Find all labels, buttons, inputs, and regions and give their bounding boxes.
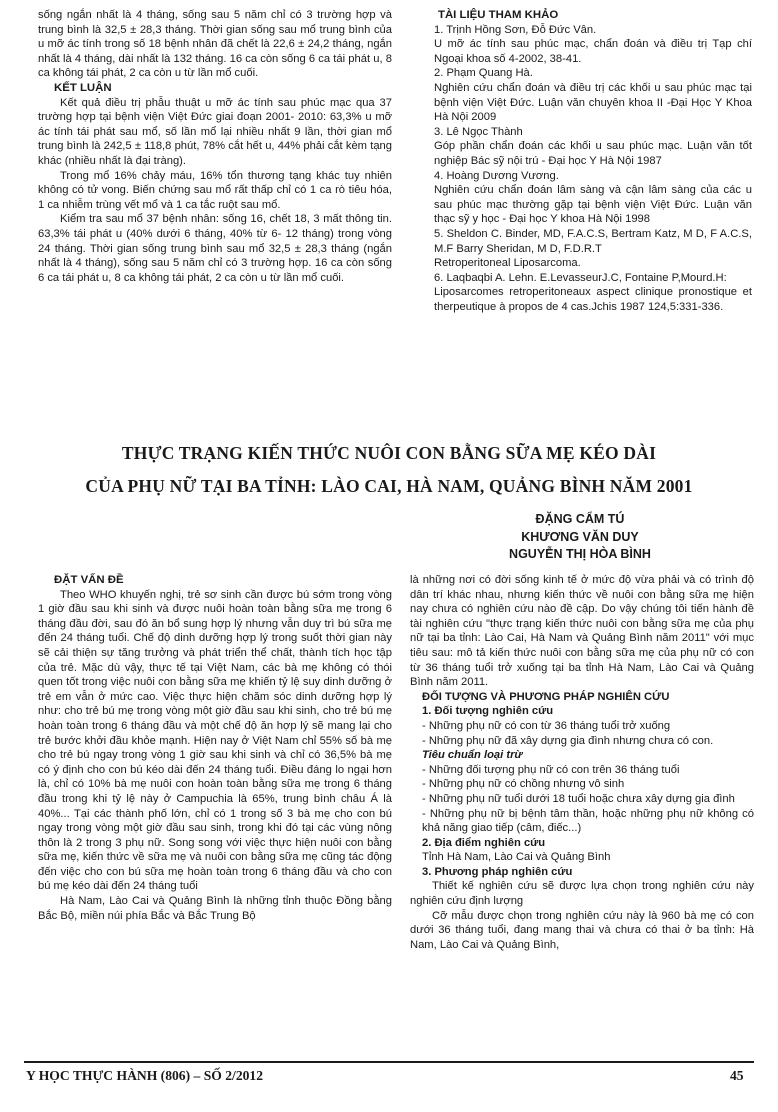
paragraph: Trong mổ 16% chảy máu, 16% tổn thương tạng khác tuy nhiên không có tử vong. Biến chứng sau mổ rất thấp chỉ có 1 ca rò tiêu hóa, 1 ca nhiễm trùng vết mổ và 1 ca tắc ruột sau mổ.: [38, 169, 392, 211]
author: KHƯƠNG VĂN DUY: [521, 529, 639, 544]
footer-rule: [24, 1061, 754, 1063]
article-title-line-2: CỦA PHỤ NỮ TẠI BA TỈNH: LÀO CAI, HÀ NAM, QUẢNG BÌNH NĂM 2001: [85, 476, 693, 496]
paragraph: Cỡ mẫu được chọn trong nghiên cứu này là 960 bà mẹ có con dưới 36 tháng tuổi, đang mang thai và chưa có thai ở ba tỉnh: Hà Nam, Lào Cai và Quảng Bình,: [410, 909, 754, 951]
reference-entry: 1. Trịnh Hồng Sơn, Đỗ Đức Vân.: [434, 23, 597, 36]
list-item: - Những phụ nữ tuổi dưới 18 tuổi hoặc chưa xây dựng gia đình: [422, 792, 735, 805]
article-title-line-1: THỰC TRẠNG KIẾN THỨC NUÔI CON BẰNG SỮA MẸ KÉO DÀI: [121, 443, 657, 463]
reference-entry: Nghiên cứu chẩn đoán lâm sàng và cận lâm sàng của các u sau phúc mạc thường gặp tại bệnh viện Việt Đức. Luận văn thạc sỹ y học - Đại học Y khoa Hà Nội 1998: [434, 184, 752, 226]
paragraph: Kết quả điều trị phẫu thuật u mỡ ác tính sau phúc mạc qua 37 trường hợp tại bệnh viện Việt Đức giai đoạn 2001- 2010: 63,3% u mỡ ác tính tái phát sau mổ, số lần mổ lại nhiều nhất 9 lần, thời gian mổ trung bình là 242,5 ± 118,8 phút, 78% cắt hết u, 44% phải cắt kèm tạng khác (nhiều nhất là đại tràng).: [38, 96, 392, 167]
paragraph: Thiết kế nghiên cứu sẽ được lựa chọn trong nghiên cứu này nghiên cứu định lượng: [410, 880, 754, 908]
subheading-method: 3. Phương pháp nghiên cứu: [422, 865, 573, 878]
subheading-location: 2. Địa điểm nghiên cứu: [422, 836, 546, 849]
paragraph: sống ngắn nhất là 4 tháng, sống sau 5 năm chỉ có 3 trường hợp và trung bình là 32,5 ± 28,3 tháng. Thời gian sống sau mổ trung bình của u mỡ ác tính trong số 18 bệnh nhân đã chết là 22,6 ± 24,2 tháng, ngắn nhất là 4 tháng, dài nhất là 132 tháng. 16 ca còn sống 6 ca tái phát u, 8 ca không tái phát, 2 ca còn u từ lần mổ cuối.: [38, 9, 392, 80]
reference-entry: Liposarcomes retroperitoneaux aspect clinique pronostique et therpeutique à propos de 4 cas.Jchis 1987 124,5:331-336.: [434, 286, 752, 313]
references: [422, 8, 752, 314]
list-item: - Những phụ nữ bị bệnh tâm thần, hoặc những phụ nữ không có khả năng giao tiếp (câm, điếc...): [422, 807, 754, 835]
paragraph: Kiểm tra sau mổ 37 bệnh nhân: sống 16, chết 18, 3 mất thông tin. 63,3% tái phát u (40% dưới 6 tháng, 40% từ 6- 12 tháng) trong vòng 24 tháng. Thời gian sống trung bình sau mổ 32,5 ± 28,3 tháng (ngắn nhất là 4 tháng), sống sau 5 năm chỉ có 3 trường hợp. 16 ca còn sống 6 ca tái phát u, 8 ca không tái phát, 2 ca còn u từ lần mổ cuối.: [38, 213, 392, 284]
paragraph: Tỉnh Hà Nam, Lào Cai và Quảng Bình: [422, 851, 611, 864]
authors: [460, 511, 700, 564]
paragraph: Theo WHO khuyến nghị, trẻ sơ sinh cần được bú sớm trong vòng 1 giờ đầu sau khi sinh và được nuôi hoàn toàn bằng sữa mẹ trong 6 tháng đầu đời, sau đó ăn bổ sung hợp lý nhưng vẫn duy trì bú sữa mẹ đến 24 tháng tuổi. Chế độ dinh dưỡng hợp lý trong suốt thời gian này sẽ cải thiện sự tăng trưởng và phát triển thể chất, thành tích học tập của trẻ. Mặc dù vậy, thực tế tại Việt Nam, các bà mẹ không có thói quen tốt trong việc nuôi con bằng sữa mẹ khiến tỷ lệ suy dinh dưỡng ở trẻ em vẫn ở mức cao. Việc thực hiện chăm sóc dinh dưỡng hợp lý như: cho trẻ bú mẹ trong vòng một giờ đầu sau khi sinh, cho trẻ bú mẹ hoàn toàn trong 6 tháng đầu và một chế độ ăn hợp lý sẽ mang lại cho trẻ bước khởi đầu khỏe mạnh. Hiện nay ở Việt Nam chỉ 55% số bà mẹ cho trẻ bú ngay trong vòng 1 giờ sau khi sinh và chỉ có 36,5% bà mẹ có ý định cho con bú kéo dài đến 24 tháng tuổi. Điều đáng lo ngại hơn là, chỉ có 10% bà mẹ nuôi con hoàn toàn bằng sữa mẹ trong 6 tháng đầu trong khi tỷ lệ này ở Campuchia là 65%, trung bình châu Á là 40%... Tại các thành phố lớn, chỉ có 1 trong số 3 bà mẹ cho con bú ngay trong vòng một giờ đầu sau sinh, trong khi đó tại các vùng nông thôn là 2 trong 3 phụ nữ. Song song với việc thực hiện nuôi con bằng sữa mẹ, kiến thức về sữa mẹ và nuôi con bằng sữa mẹ cũng tác động đến việc cho con bú sữa mẹ hoàn toàn trong 6 tháng đầu và cho con bú mẹ kéo dài đến 24 tháng tuổi: [38, 588, 392, 893]
reference-entry: U mỡ ác tính sau phúc mạc, chẩn đoán và điều trị Tạp chí Ngoại khoa số 4-2002, 38-41.: [434, 38, 752, 65]
section-heading-conclusion: KẾT LUẬN: [54, 81, 112, 94]
reference-entry: 3. Lê Ngọc Thành: [434, 125, 523, 138]
reference-entry: 5. Sheldon C. Binder, MD, F.A.C.S, Bertram Katz, M D, F A.C.S, M.F Barry Sheridan, M D, F.D.R.T: [434, 227, 752, 255]
subheading-exclusion: Tiêu chuẩn loại trừ: [422, 749, 523, 762]
column-top-left: [38, 8, 392, 285]
section-heading-methods: ĐỐI TƯỢNG VÀ PHƯƠNG PHÁP NGHIÊN CỨU: [422, 690, 670, 703]
column-bottom-right: [410, 573, 754, 952]
list-item: - Những phụ nữ có con từ 36 tháng tuổi trở xuống: [422, 719, 671, 732]
list-item: - Những phụ nữ đã xây dựng gia đình nhưng chưa có con.: [422, 734, 714, 747]
paragraph: là những nơi có đời sống kinh tế ở mức độ vừa phải và có trình độ dân trí khác nhau, nhưng kiến thức về nuôi con bằng sữa mẹ hiện nay chưa có nghiên cứu nào đề cập. Do vậy chúng tôi tiến hành đề tài nghiên cứu "thực trạng kiến thức nuôi con bằng sữa mẹ của phụ nữ tại ba tỉnh: Lào Cai, Hà Nam và Quảng Bình năm 2011" với mục tiêu sau: mô tả kiến thức nuôi con bằng sữa mẹ của phụ nữ có con từ 36 tháng tuổi trở xuống tại ba tỉnh Hà Nam, Lào Cai và Quảng Bình năm 2011.: [410, 574, 754, 689]
author: ĐẶNG CẨM TÚ: [535, 512, 625, 526]
reference-entry: 6. Laqbaqbi A. Lehn. E.LevasseurJ.C, Fontaine P,Mourd.H:: [434, 271, 727, 284]
paragraph: Hà Nam, Lào Cai và Quảng Bình là những tỉnh thuộc Đồng bằng Bắc Bộ, miền núi phía Bắc và Bắc Trung Bộ: [38, 895, 392, 922]
subheading-subjects: 1. Đối tượng nghiên cứu: [422, 705, 554, 718]
article-title: [0, 437, 778, 503]
reference-entry: Retroperitoneal Liposarcoma.: [434, 257, 581, 270]
author: NGUYỄN THỊ HÒA BÌNH: [509, 547, 651, 562]
references-heading: TÀI LIỆU THAM KHẢO: [438, 9, 559, 21]
reference-entry: 2. Phạm Quang Hà.: [434, 67, 533, 80]
page-number: 45: [730, 1068, 744, 1083]
list-item: - Những đối tượng phụ nữ có con trên 36 tháng tuổi: [422, 763, 680, 776]
reference-entry: 4. Hoàng Dương Vương.: [434, 169, 559, 182]
reference-entry: Góp phần chẩn đoán các khối u sau phúc mạc. Luận văn tốt nghiệp Bác sỹ nội trú - Đại học Y Hà Nội 1987: [434, 140, 752, 167]
section-heading-introduction: ĐẶT VẤN ĐỀ: [54, 574, 124, 586]
list-item: - Những phụ nữ có chồng nhưng vô sinh: [422, 778, 625, 791]
column-bottom-left: [38, 573, 392, 923]
reference-entry: Nghiên cứu chẩn đoán và điều trị các khối u sau phúc mạc tại bệnh viện Việt Đức. Luận văn chuyên khoa II -Đại Học Y Khoa Hà Nội 2009: [434, 81, 752, 124]
footer-journal: Y HỌC THỰC HÀNH (806) – SỐ 2/2012: [26, 1068, 264, 1083]
